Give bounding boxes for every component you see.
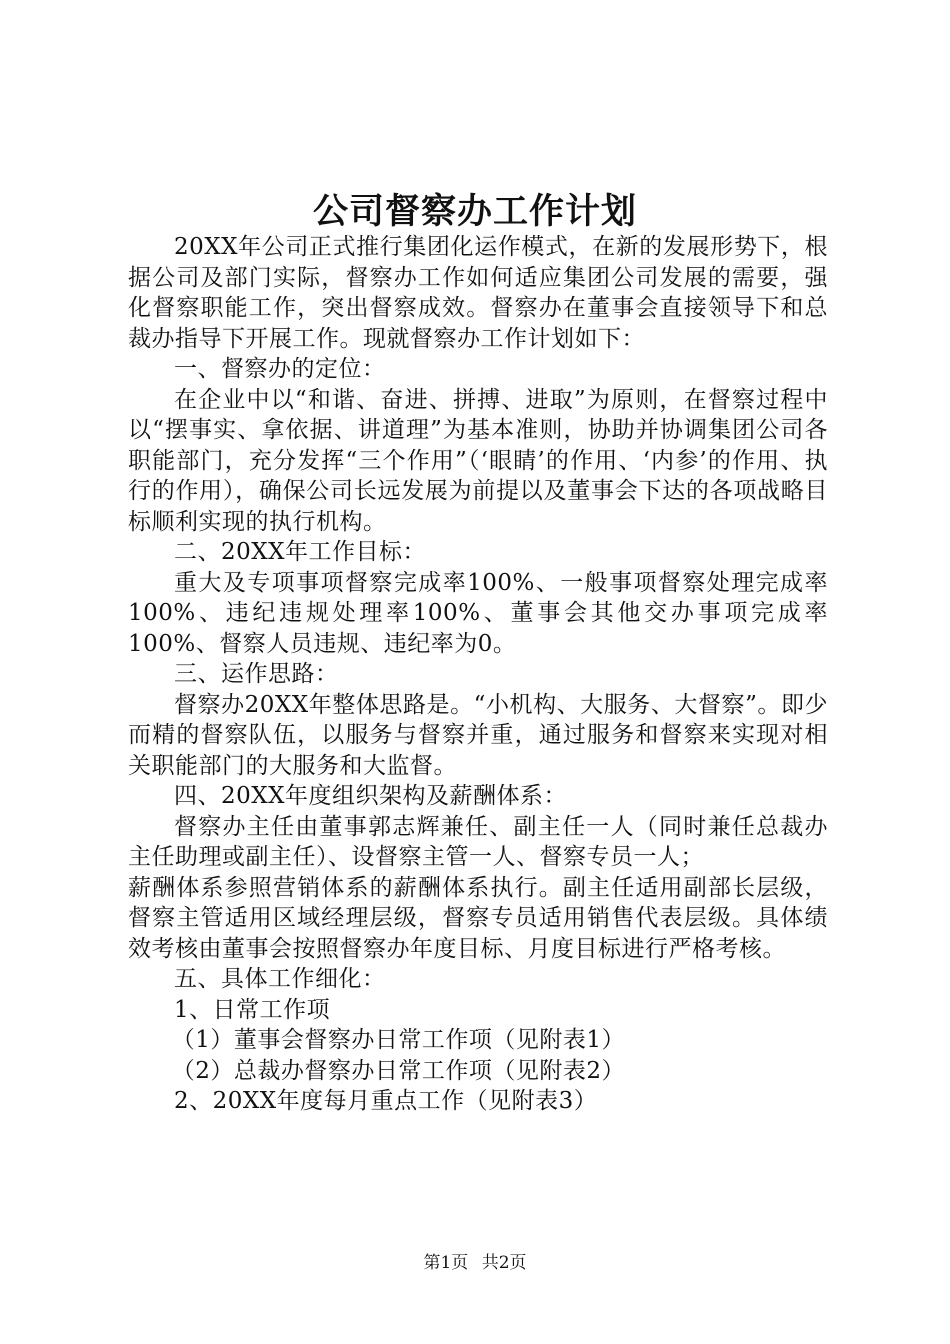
section-2-heading: 二、20XX年工作目标：	[174, 539, 427, 565]
section-1-paragraph: 在企业中以“和谐、奋进、拼搏、进取”为原则，在督察过程中以“摆事实、拿依据、讲道理”为基本准则，协助并协调集团公司各职能部门，充分发挥“三个作用”（‘眼睛’的作用、‘内参’的作用、执行的作用），确保公司长远发展为前提以及董事会下达的各项战略目标顺利实现的执行机构。	[128, 386, 828, 535]
section-4-paragraph-1: 督察办主任由董事郭志辉兼任、副主任一人（同时兼任总裁办主任助理或副主任）、设督察主管一人、督察专员一人；	[128, 813, 828, 870]
section-3-paragraph: 督察办20XX年整体思路是。“小机构、大服务、大督察”。即少而精的督察队伍，以服务与督察并重，通过服务和督察来实现对相关职能部门的大服务和大监督。	[128, 691, 828, 779]
list-item-daily-work: 1、日常工作项	[174, 996, 331, 1023]
intro-paragraph: 20XX年公司正式推行集团化运作模式，在新的发展形势下，根据公司及部门实际，督察办工作如何适应集团公司发展的需要，强化督察职能工作，突出督察成效。督察办在董事会直接领导下和总裁办指导下开展工作。现就督察办工作计划如下：	[128, 234, 828, 352]
document-body	[128, 232, 828, 1117]
section-4-heading: 四、20XX年度组织架构及薪酬体系：	[174, 783, 568, 809]
page-number-total: 共2页	[481, 1253, 527, 1273]
section-1-heading: 一、督察办的定位：	[174, 356, 386, 382]
list-item-board-daily-work: （1）董事会督察办日常工作项（见附表1）	[171, 1027, 625, 1053]
section-2-paragraph: 重大及专项事项督察完成率100%、一般事项督察处理完成率100%、违纪违规处理率100%、董事会其他交办事项完成率100%、督察人员违规、违纪率为0。	[128, 569, 828, 657]
section-5-heading: 五、具体工作细化：	[174, 966, 386, 992]
section-4-paragraph-2: 薪酬体系参照营销体系的薪酬体系执行。副主任适用副部长层级，督察主管适用区域经理层级，督察专员适用销售代表层级。具体绩效考核由董事会按照督察办年度目标、月度目标进行严格考核。	[128, 874, 828, 962]
document-title: 公司督察办工作计划	[312, 191, 637, 232]
list-item-monthly-key-work: 2、20XX年度每月重点工作（见附表3）	[174, 1088, 598, 1114]
section-3-heading: 三、运作思路：	[174, 661, 339, 687]
page-number-current: 第1页	[423, 1253, 469, 1273]
list-item-president-office-daily-work: （2）总裁办督察办日常工作项（见附表2）	[171, 1057, 625, 1084]
page-footer	[0, 1248, 950, 1273]
